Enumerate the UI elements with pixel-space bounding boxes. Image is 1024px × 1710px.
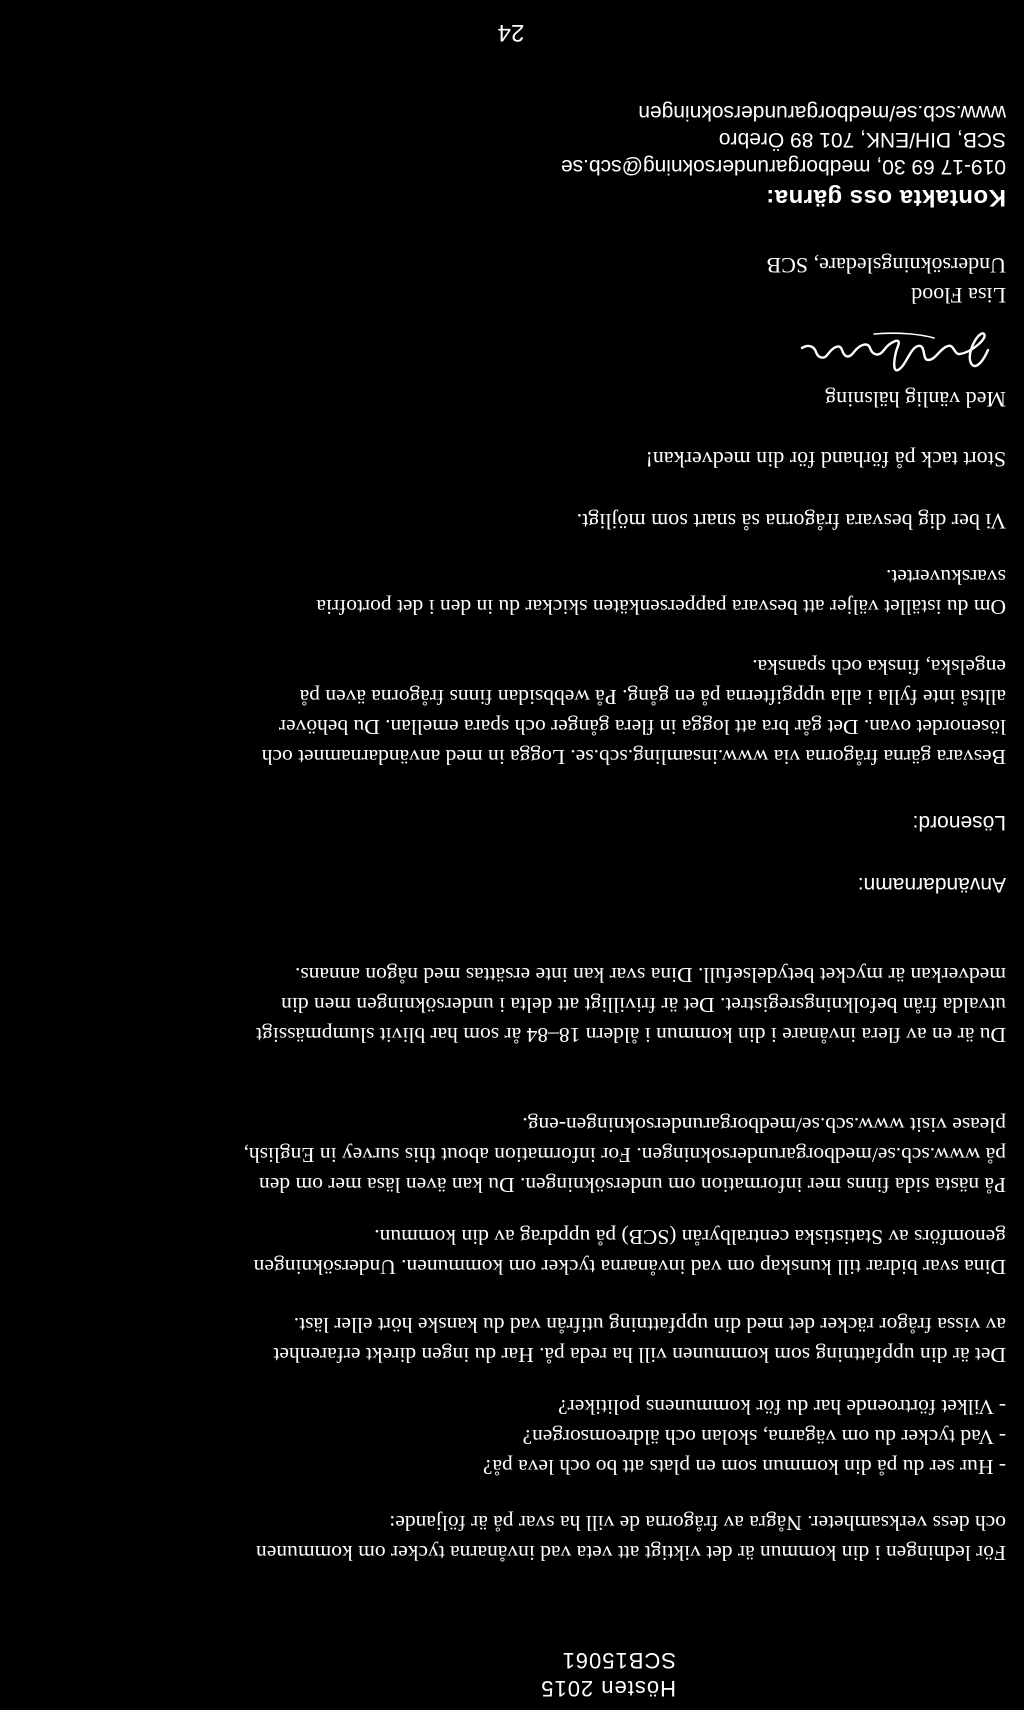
bullet-item: - Vad tycker du om vägarna, skolan och äldreomsorgen? xyxy=(522,1425,1006,1449)
intro-paragraph xyxy=(16,960,1006,1050)
lead-line-1: För ledningen i din kommun är det viktigt att veta vad invånarna tycker om kommunen xyxy=(256,1541,1006,1565)
page-number: 24 xyxy=(497,19,525,46)
username-label: Användarnamn: xyxy=(857,873,1006,896)
info-line-1: På nästa sida finns mer information om undersökningen. Du kan även läsa mer om den xyxy=(259,1173,1006,1197)
intro-line-2: utvalda från befolkningsregistret. Det är frivilligt att delta i undersökningen men din xyxy=(281,993,1006,1017)
info-line-2: på www.scb.se/medborgarundersokningen. For information about this survey in English, xyxy=(243,1143,1006,1167)
contact-block xyxy=(561,99,1006,212)
signer-name: Lisa Flood xyxy=(911,283,1006,308)
letter-column xyxy=(16,0,1006,1710)
intro-line-3: medverkan är mycket betydelsefull. Dina svar kan inte ersättas med någon annans. xyxy=(294,963,1006,987)
intro-line-1: Du är en av flera invånare i din kommun i åldern 18–84 år som har blivit slumpmässigt xyxy=(256,1023,1006,1047)
please-answer-text: Vi ber dig besvara frågorna så snart som möjligt. xyxy=(576,509,1006,534)
paper-line-1: Om du istället väljer att besvara pappersenkäten skickar du in den i det portofria xyxy=(316,595,1006,619)
season-text: Hösten 2015 xyxy=(540,1676,676,1701)
opinion-line-2: av vissa frågor räcker det med din uppfattning utifrån vad du kanske hört eller läst. xyxy=(293,1313,1006,1337)
web-line-4: engelska, finska och spanska. xyxy=(752,655,1006,679)
web-line-3: alltså inte fylla i alla uppgifterna på en gång. På webbsidan finns frågorna även på xyxy=(299,685,1006,709)
contact-address: SCB, DIH/ENK, 701 89 Örebro xyxy=(718,128,1006,151)
contact-web: www.scb.se/medborgarundersokningen xyxy=(638,101,1006,124)
question-list xyxy=(483,1392,1006,1482)
web-line-2: lösenordet ovan. Det går bra att logga in flera gånger och spara emellan. Du behöver xyxy=(278,715,1006,739)
thanks-text: Stort tack på förhand för din medverkan! xyxy=(645,447,1006,472)
opinion-line-1: Det är din uppfattning som kommunen vill ha reda på. Har du ingen direkt erfarenhet xyxy=(273,1343,1006,1367)
password-label: Lösenord: xyxy=(912,811,1006,834)
lead-section xyxy=(16,1508,1006,1568)
contribute-line-1: Dina svar bidrar till kunskap om vad invånarna tycker om kommunen. Undersökningen xyxy=(253,1255,1006,1279)
opinion-paragraph xyxy=(16,1310,1006,1370)
lead-line-2: och dess verksamheter. Några av frågorna de vill ha svar på är följande: xyxy=(389,1511,1006,1535)
paper-paragraph xyxy=(16,562,1006,622)
bullet-item: - Hur ser du på din kommun som en plats att bo och leva på? xyxy=(482,1455,1006,1479)
contact-phone-email: 019-17 69 30, medborgarundersokning@scb.se xyxy=(560,155,1006,178)
info-line-3: please visit www.scb.se/medborgarundersokningen-eng. xyxy=(522,1113,1006,1137)
signer-block xyxy=(766,250,1006,310)
header-upright xyxy=(540,1646,676,1702)
signer-title: Undersökningsledare, SCB xyxy=(766,253,1006,278)
handwritten-signature xyxy=(794,318,994,378)
web-paragraph xyxy=(16,652,1006,772)
contribute-paragraph xyxy=(16,1222,1006,1282)
info-paragraph xyxy=(16,1110,1006,1200)
greeting-text: Med vänlig hälsning xyxy=(825,387,1006,412)
contact-heading: Kontakta oss gärna: xyxy=(765,184,1006,211)
bullet-item: - Vilket förtroende har du för kommunens politiker? xyxy=(558,1395,1006,1419)
contribute-line-2: genomförs av Statistiska centralbyrån (SCB) på uppdrag av din kommun. xyxy=(374,1225,1006,1249)
code-text: SCB15061 xyxy=(561,1648,676,1673)
paper-line-2: svarskuvertet. xyxy=(885,565,1006,589)
web-line-1: Besvara gärna frågorna via www.insamling.scb.se. Logga in med användarnamnet och xyxy=(261,745,1006,769)
